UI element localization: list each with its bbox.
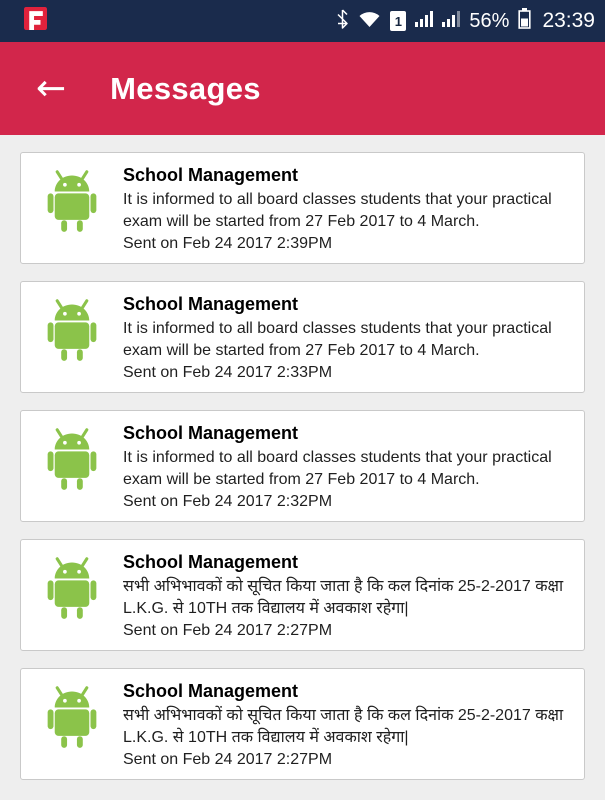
android-robot-icon — [35, 423, 109, 502]
message-title: School Management — [123, 552, 299, 572]
bluetooth-icon — [336, 9, 349, 34]
message-title: School Management — [123, 294, 299, 314]
clock-label: 23:39 — [542, 9, 595, 32]
flipboard-notification-icon — [24, 7, 47, 35]
status-bar — [0, 0, 605, 42]
app-bar — [0, 42, 605, 135]
page-title: Messages — [110, 70, 261, 106]
message-body: It is informed to all board classes students that your practical exam will be started from 27 Feb 2017 to 4 March. — [123, 449, 552, 488]
android-robot-icon — [35, 681, 109, 760]
message-body: सभी अभिभावकों को सूचित किया जाता है कि कल दिनांक 25-2-2017 कक्षा L.K.G. से 10TH तक विद्यालय में अवकाश रहेगा| — [123, 707, 564, 746]
message-timestamp: Sent on Feb 24 2017 2:27PM — [123, 622, 333, 639]
back-button[interactable]: ← — [36, 67, 67, 109]
android-robot-icon — [35, 552, 109, 631]
message-body: सभी अभिभावकों को सूचित किया जाता है कि कल दिनांक 25-2-2017 कक्षा L.K.G. से 10TH तक विद्यालय में अवकाश रहेगा| — [123, 578, 564, 617]
message-title: School Management — [123, 165, 299, 185]
wifi-icon — [358, 10, 381, 33]
sim1-icon: 1 — [390, 11, 406, 31]
message-timestamp: Sent on Feb 24 2017 2:27PM — [123, 751, 333, 768]
messages-list — [0, 135, 605, 797]
message-title: School Management — [123, 423, 299, 443]
signal-strength-icon-1 — [415, 10, 433, 33]
android-robot-icon — [35, 165, 109, 244]
android-robot-icon — [35, 294, 109, 373]
message-timestamp: Sent on Feb 24 2017 2:33PM — [123, 364, 333, 381]
message-body: It is informed to all board classes students that your practical exam will be started from 27 Feb 2017 to 4 March. — [123, 320, 552, 359]
message-card[interactable] — [20, 410, 585, 522]
signal-strength-icon-2 — [442, 10, 460, 33]
message-timestamp: Sent on Feb 24 2017 2:39PM — [123, 235, 333, 252]
message-card[interactable] — [20, 539, 585, 651]
message-body: It is informed to all board classes students that your practical exam will be started from 27 Feb 2017 to 4 March. — [123, 191, 552, 230]
message-title: School Management — [123, 681, 299, 701]
battery-icon — [518, 8, 531, 34]
message-timestamp: Sent on Feb 24 2017 2:32PM — [123, 493, 333, 510]
battery-percent-label: 56% — [469, 9, 510, 32]
message-card[interactable] — [20, 281, 585, 393]
message-card[interactable] — [20, 668, 585, 780]
message-card[interactable] — [20, 152, 585, 264]
